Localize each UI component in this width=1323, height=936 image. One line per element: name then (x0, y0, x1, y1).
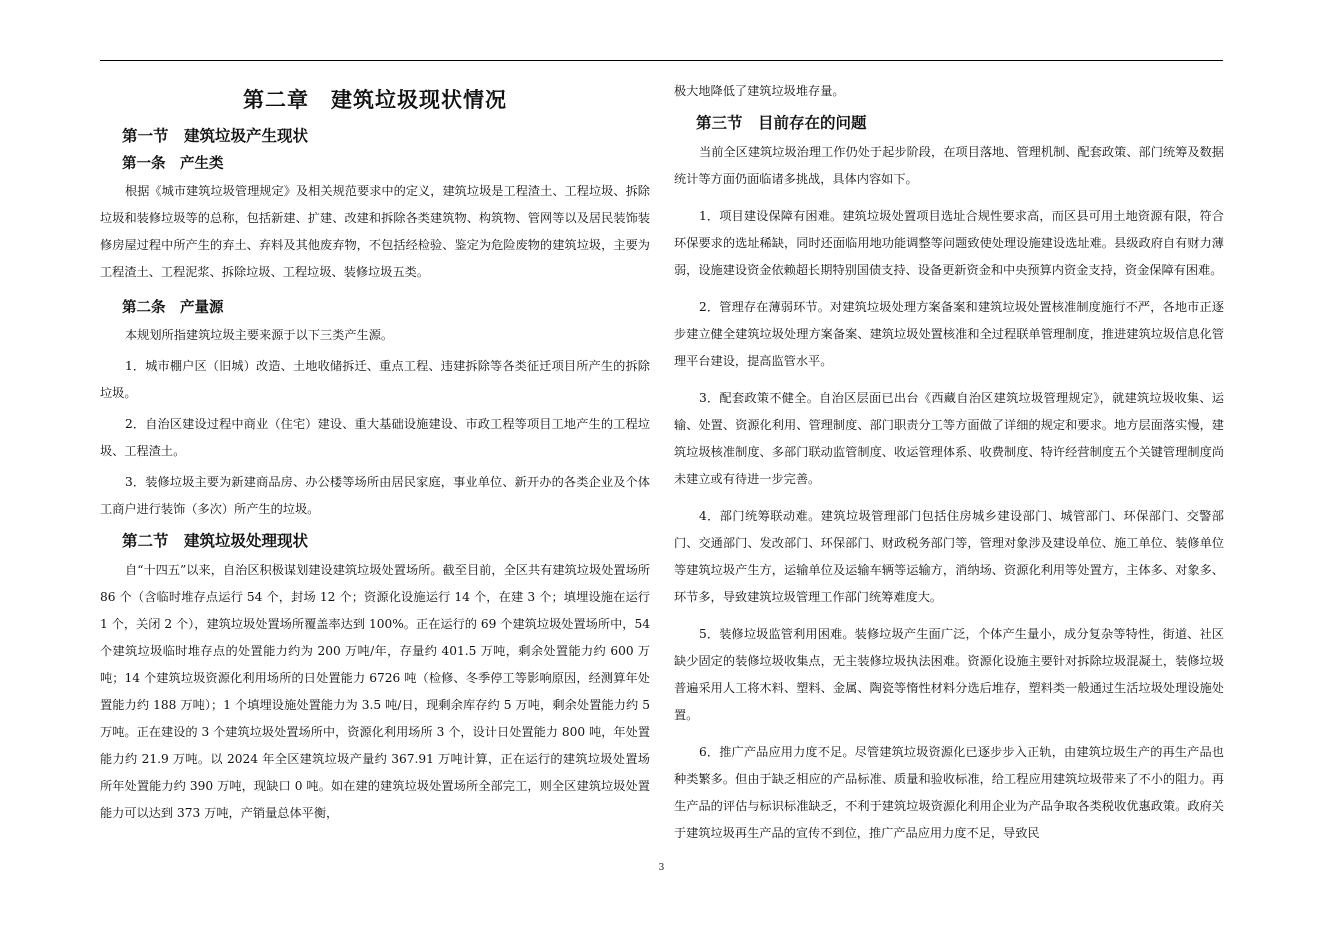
problem-item: 4．部门统筹联动难。建筑垃圾管理部门包括住房城乡建设部门、城管部门、环保部门、交警部门、交通部门、发改部门、环保部门、财政税务部门等，管理对象涉及建设单位、施工单位、装修单位等建筑垃圾产生方，运输单位及运输车辆等运输方，消纳场、资源化利用等处置方，主体多、对象多、环节多，导致建筑垃圾管理工作部门统筹难度大。 (674, 509, 1224, 604)
section2-paragraph-continued: 极大地降低了建筑垃圾堆存量。 (674, 84, 845, 98)
left-column (100, 78, 650, 831)
article2-intro: 本规划所指建筑垃圾主要来源于以下三类产生源。 (125, 328, 394, 342)
section2-title: 第二节 建筑垃圾处理现状 (122, 532, 309, 550)
problem-item: 2．管理存在薄弱环节。对建筑垃圾处理方案备案和建筑垃圾处置核准制度施行不严，各地市正逐步建立健全建筑垃圾处理方案备案、建筑垃圾处置核准和全过程联单管理制度，推进建筑垃圾信息化管理平台建设，提高监管水平。 (674, 300, 1224, 368)
header-rule (100, 60, 1223, 61)
page-number: 3 (658, 863, 665, 873)
source-item: 1．城市棚户区（旧城）改造、土地收储拆迁、重点工程、违建拆除等各类征迁项目所产生的拆除垃圾。 (100, 359, 650, 400)
source-item: 3．装修垃圾主要为新建商品房、办公楼等场所由居民家庭，事业单位、新开办的各类企业及个体工商户进行装饰（多次）所产生的垃圾。 (100, 475, 650, 516)
section3-title: 第三节 目前存在的问题 (696, 114, 867, 132)
problem-item: 5．装修垃圾监管利用困难。装修垃圾产生面广泛，个体产生量小，成分复杂等特性，街道、社区缺少固定的装修垃圾收集点，无主装修垃圾执法困难。资源化设施主要针对拆除垃圾混凝土，装修垃圾普遍采用人工将木料、塑料、金属、陶瓷等惰性材料分选后堆存，塑料类一般通过生活垃圾处理设施处置。 (674, 627, 1224, 722)
problem-item: 6．推广产品应用力度不足。尽管建筑垃圾资源化已逐步步入正轨，由建筑垃圾生产的再生产品也种类繁多。但由于缺乏相应的产品标准、质量和验收标准，给工程应用建筑垃圾带来了不小的阻力。再生产品的评估与标识标准缺乏，不利于建筑垃圾资源化利用企业为产品争取各类税收优惠政策。政府关于建筑垃圾再生产品的宣传不到位，推广产品应用力度不足，导致民 (674, 745, 1224, 840)
problem-item: 1．项目建设保障有困难。建筑垃圾处置项目选址合规性要求高，而区县可用土地资源有限，符合环保要求的选址稀缺，同时还面临用地功能调整等问题致使处理设施建设选址难。县级政府自有财力薄弱，设施建设资金依赖超长期特别国债支持、设备更新资金和中央预算内资金支持，资金保障有困难。 (674, 209, 1224, 277)
article2-title: 第二条 产量源 (122, 300, 224, 316)
right-column (674, 78, 1224, 851)
problem-item: 3．配套政策不健全。自治区层面已出台《西藏自治区建筑垃圾管理规定》，就建筑垃圾收集、运输、处置、资源化利用、管理制度、部门职责分工等方面做了详细的规定和要求。地方层面落实慢，建筑垃圾核准制度、多部门联动监管制度、收运管理体系、收费制度、特许经营制度五个关键管理制度尚未建立或有待进一步完善。 (674, 391, 1224, 486)
section2-paragraph: 自“十四五”以来，自治区积极谋划建设建筑垃圾处置场所。截至目前，全区共有建筑垃圾处置场所 86 个（含临时堆存点运行 54 个，封场 12 个；资源化设施运行 14 个，在建 3 个；填埋设施在运行 1 个，关闭 2 个），建筑垃圾处置场所覆盖率达到 100%。正在运行的 69 个建筑垃圾处置场所中，54 个建筑垃圾临时堆存点的处置能力约为 200 万吨/年，存量约 401.5 万吨，剩余处置能力约 600 万吨；14 个建筑垃圾资源化利用场所的日处置能力 6726 吨（检修、冬季停工等影响原因，经测算年处置能力约 188 万吨）；1 个填埋设施处置能力为 3.5 吨/日，现剩余库存约 5 万吨，剩余处置能力约 5 万吨。正在建设的 3 个建筑垃圾处置场所中，资源化利用场所 3 个，设计日处置能力 800 吨，年处置能力约 21.9 万吨。以 2024 年全区建筑垃圾产量约 367.91 万吨计算，正在运行的建筑垃圾处置场所年处置能力约 390 万吨，现缺口 0 吨。如在建的建筑垃圾处置场所全部完工，则全区建筑垃圾处置能力可以达到 373 万吨，产销量总体平衡， (100, 563, 650, 820)
source-item: 2．自治区建设过程中商业（住宅）建设、重大基础设施建设、市政工程等项目工地产生的工程垃圾、工程渣土。 (100, 417, 650, 458)
article1-title: 第一条 产生类 (122, 156, 224, 172)
section1-title: 第一节 建筑垃圾产生现状 (122, 127, 309, 145)
section3-intro: 当前全区建筑垃圾治理工作仍处于起步阶段，在项目落地、管理机制、配套政策、部门统筹及数据统计等方面仍面临诸多挑战，具体内容如下。 (674, 145, 1224, 186)
chapter-title: 第二章 建筑垃圾现状情况 (243, 88, 507, 112)
article1-paragraph: 根据《城市建筑垃圾管理规定》及相关规范要求中的定义，建筑垃圾是工程渣土、工程垃圾、拆除垃圾和装修垃圾等的总称，包括新建、扩建、改建和拆除各类建筑物、构筑物、管网等以及居民装饰装修房屋过程中所产生的弃土、弃料及其他废弃物，不包括经检验、鉴定为危险废物的建筑垃圾，主要为工程渣土、工程泥浆、拆除垃圾、工程垃圾、装修垃圾五类。 (100, 184, 650, 279)
